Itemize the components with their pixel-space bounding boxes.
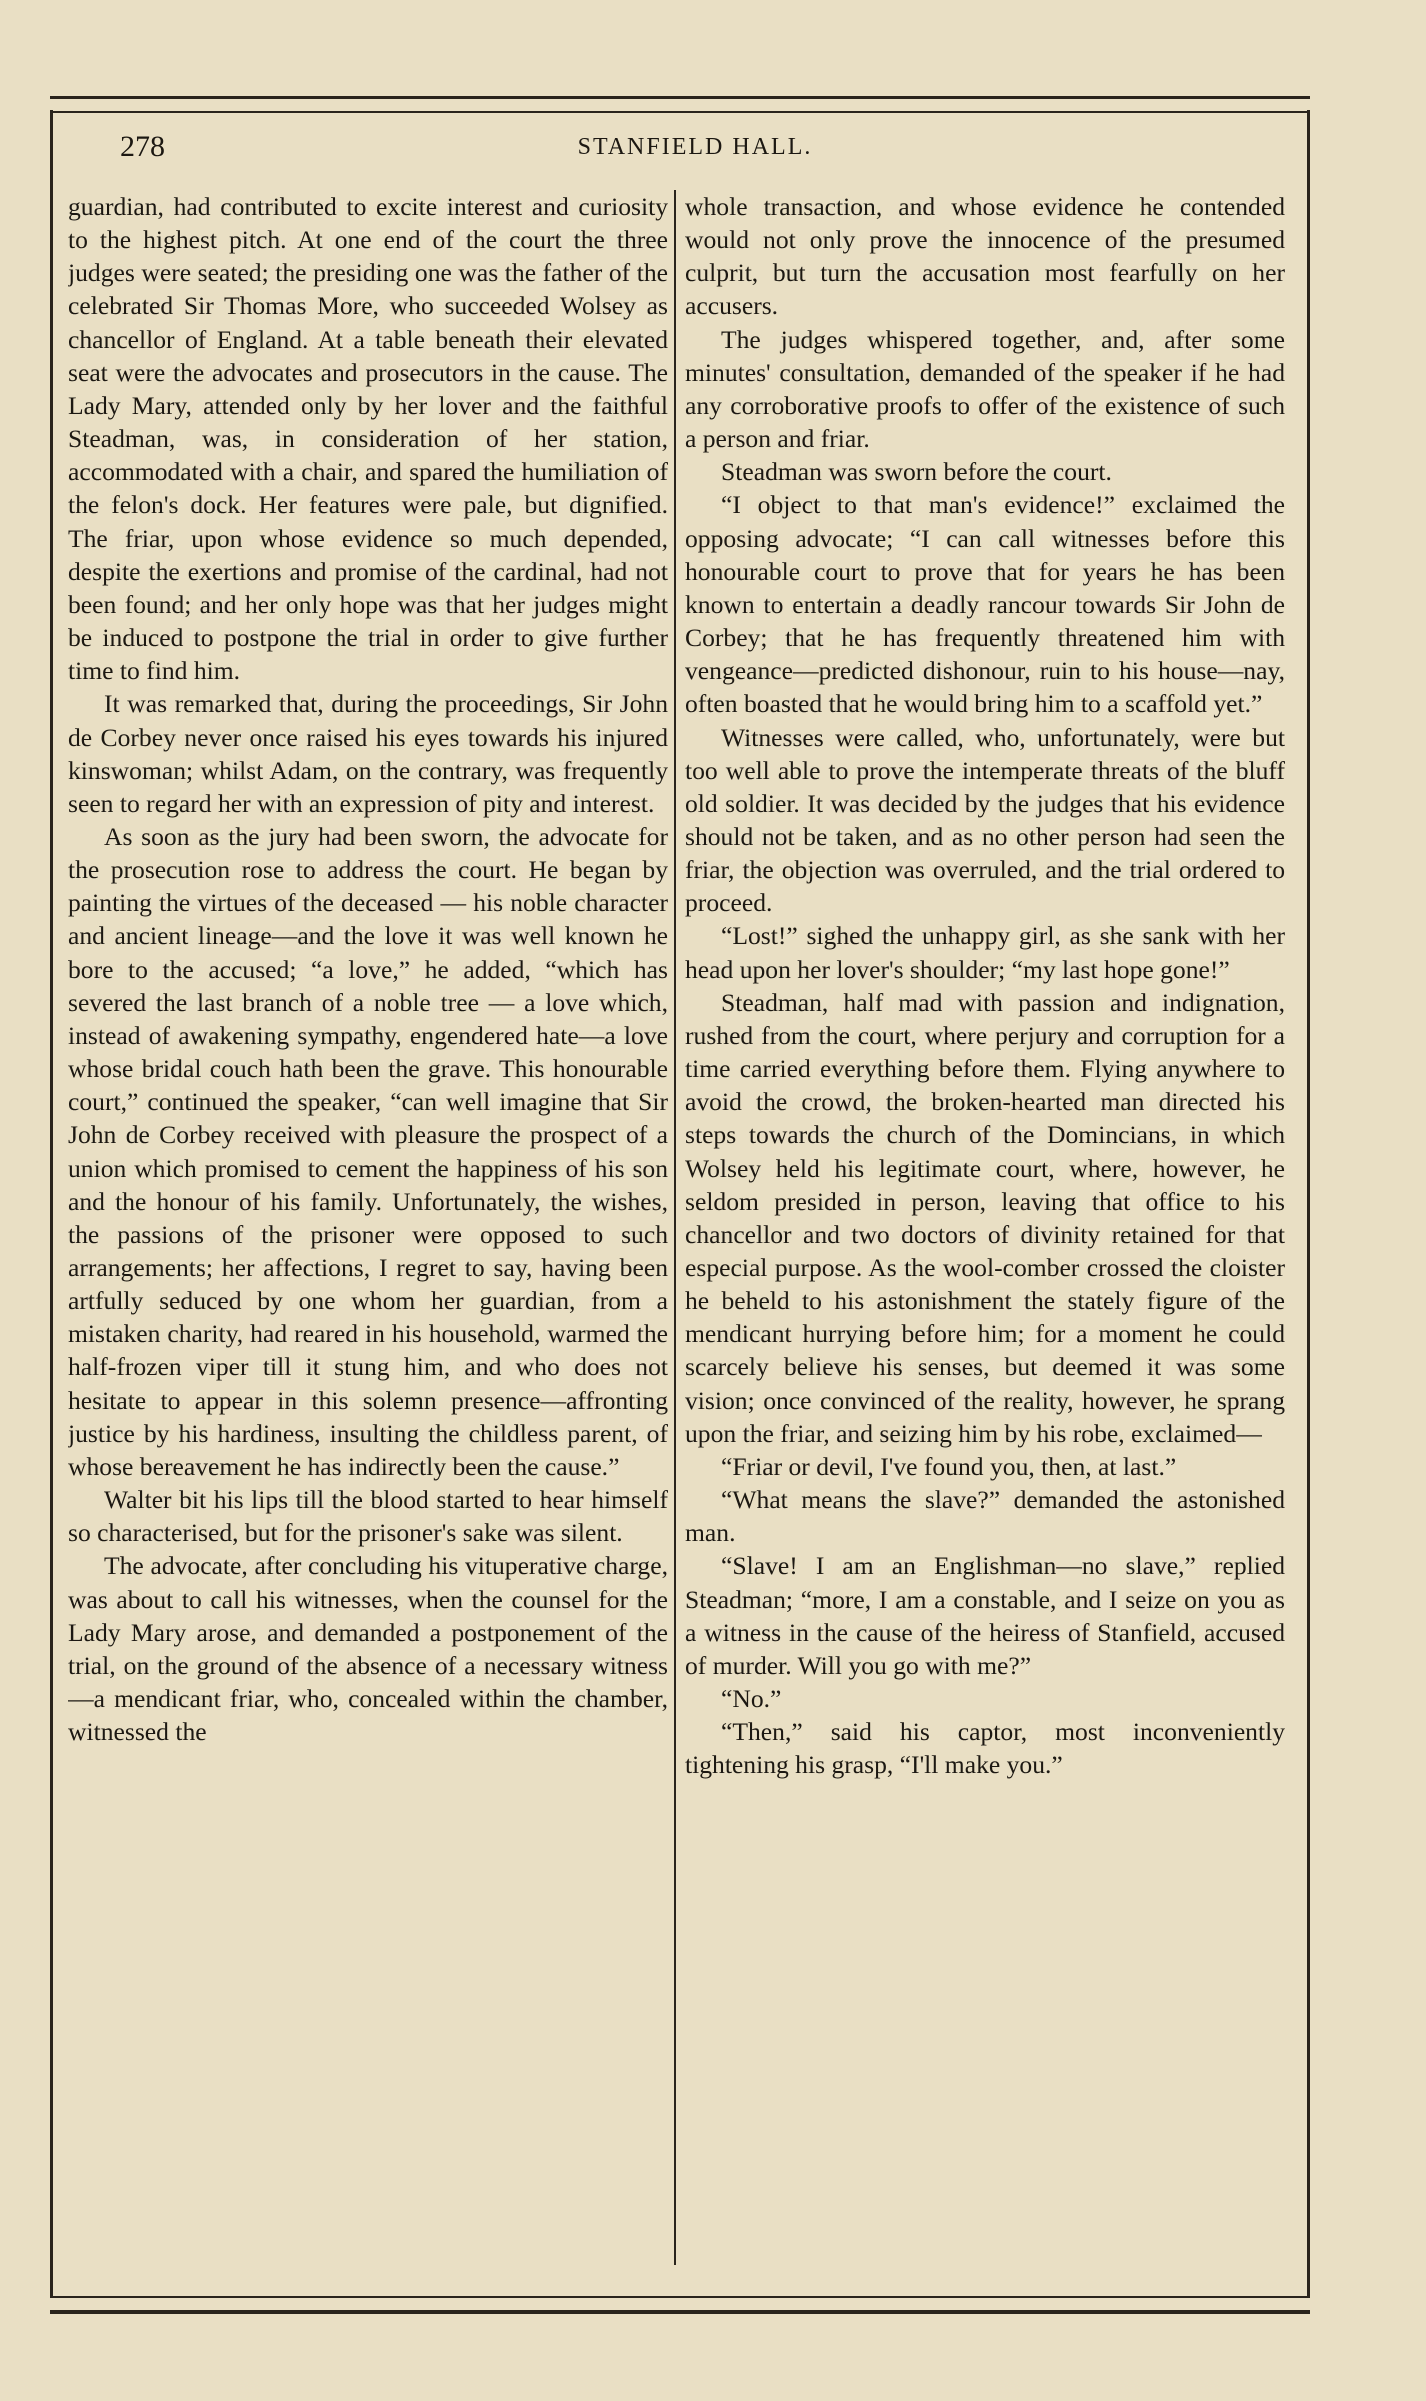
paragraph: The advocate, after concluding his vituperative charge, was about to call his witnesses, when the counsel for the Lady Mary arose, and demanded a postponement of the trial, on the ground of the absence of a necessary witness—a mendicant friar, who, concealed within the chamber, witnessed the	[68, 1551, 668, 1747]
paragraph: As soon as the jury had been sworn, the advocate for the prosecution rose to address the court. He began by painting the virtues of the deceased — his noble character and ancient lineage—and the love it was well known he bore to the accused; “a love,” he added, “which has severed the last branch of a noble tree — a love which, instead of awakening sympathy, engendered hate—a love whose bridal couch hath been the grave. This honourable court,” continued the speaker, “can well imagine that Sir John de Corbey received with pleasure the prospect of a union which promised to cement the happiness of his son and the honour of his family. Unfortunately, the wishes, the passions of the prisoner were opposed to such arrangements; her affections, I regret to say, having been artfully seduced by one whom her guardian, from a mistaken charity, had reared in his household, warmed the half-frozen viper till it stung him, and who does not hesitate to appear in this solemn presence—affronting justice by his hardiness, insulting the childless parent, of whose bereavement he has indirectly been the cause.”	[68, 821, 668, 1481]
paragraph: “Slave! I am an Englishman—no slave,” replied Steadman; “more, I am a constable, and I seize on you as a witness in the cause of the heiress of Stanfield, accused of murder. Will you go with me?”	[685, 1551, 1285, 1680]
page-number: 278	[120, 130, 165, 163]
bottom-rule	[50, 2296, 1310, 2314]
running-head: STANFIELD HALL.	[577, 134, 813, 160]
paragraph: Steadman, half mad with passion and indignation, rushed from the court, where perjury and corruption for a time carried everything before them. Flying anywhere to avoid the crowd, the broken-hearted man directed his steps towards the church of the Domincians, in which Wolsey held his legitimate court, where, however, he seldom presided in person, leaving that office to his chancellor and two doctors of divinity retained for that especial purpose. As the wool-comber crossed the cloister he beheld to his astonishment the stately figure of the mendicant hurrying before him; for a moment he could scarcely believe his senses, but deemed it was some vision; once convinced of the reality, however, he sprang upon the friar, and seizing him by his robe, exclaimed—	[685, 987, 1285, 1448]
paragraph: “What means the slave?” demanded the astonished man.	[685, 1485, 1285, 1548]
paragraph: whole transaction, and whose evidence he contended would not only prove the innocence of the presumed culprit, but turn the accusation most fearfully on her accusers.	[685, 192, 1285, 321]
paragraph: “I object to that man's evidence!” exclaimed the opposing advocate; “I can call witnesses before this honourable court to prove that for years he has been known to entertain a deadly rancour towards Sir John de Corbey; that he has frequently threatened him with vengeance—predicted dishonour, ruin to his house—nay, often boasted that he would bring him to a scaffold yet.”	[685, 490, 1285, 719]
paragraph: “No.”	[721, 1684, 782, 1714]
paragraph: The judges whispered together, and, after some minutes' consultation, demanded of the speaker if he had any corroborative proofs to offer of the existence of such a person and friar.	[685, 324, 1285, 454]
column-divider	[674, 190, 676, 2265]
paragraph: “Friar or devil, I've found you, then, at last.”	[721, 1451, 1177, 1481]
paragraph: guardian, had contributed to excite interest and curiosity to the highest pitch. At one end of the court the three judges were seated; the presiding one was the father of the celebrated Sir Thomas More, who succeeded Wolsey as chancellor of England. At a table beneath their elevated seat were the advocates and prosecutors in the cause. The Lady Mary, attended only by her lover and the faithful Steadman, was, in consideration of her station, accommodated with a chair, and spared the humiliation of the felon's dock. Her features were pale, but dignified. The friar, upon whose evidence so much depended, despite the exertions and promise of the cardinal, had not been found; and her only hope was that her judges might be induced to postpone the trial in order to give further time to find him.	[68, 192, 668, 686]
paragraph: It was remarked that, during the proceedings, Sir John de Corbey never once raised his eyes towards his injured kinswoman; whilst Adam, on the contrary, was frequently seen to regard her with an expression of pity and interest.	[68, 689, 668, 818]
paragraph: Walter bit his lips till the blood started to hear himself so characterised, but for the prisoner's sake was silent.	[68, 1485, 668, 1548]
paragraph: “Lost!” sighed the unhappy girl, as she sank with her head upon her lover's shoulder; “my last hope gone!”	[685, 921, 1285, 984]
paragraph: Steadman was sworn before the court.	[721, 457, 1112, 487]
paragraph: Witnesses were called, who, unfortunately, were but too well able to prove the intemperate threats of the bluff old soldier. It was decided by the judges that his evidence should not be taken, and as no other person had seen the friar, the objection was overruled, and the trial ordered to proceed.	[685, 722, 1285, 918]
paragraph: “Then,” said his captor, most inconveniently tightening his grasp, “I'll make you.”	[685, 1717, 1285, 1780]
left-column	[68, 190, 668, 2240]
right-column	[685, 190, 1285, 2240]
page-header	[120, 130, 1270, 170]
